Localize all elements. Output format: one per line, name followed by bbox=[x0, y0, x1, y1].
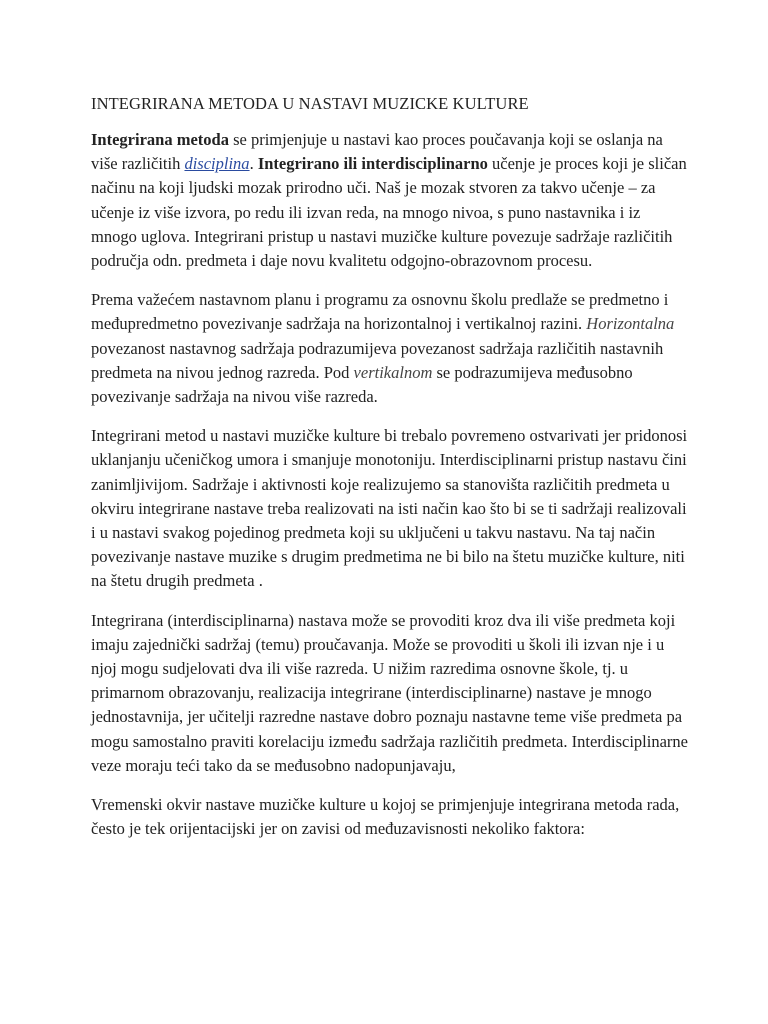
paragraph-1-text-a: se primjenjuje u nastavi kao proces poučavanja koji se oslanja na više različitih bbox=[91, 130, 663, 174]
paragraph-2 bbox=[91, 288, 688, 409]
disciplina-link[interactable]: disciplina bbox=[184, 154, 250, 174]
paragraph-1-text-b: . bbox=[249, 154, 258, 174]
paragraph-3: Integrirani metod u nastavi muzičke kulture bi trebalo povremeno ostvarivati jer pridonosi uklanjanju učeničkog umora i smanjuje monotoniju. Interdisciplinarni pristup nastavu čini zanimljivijom. Sadržaje i aktivnosti koje realizujemo sa stanovišta različitih predmeta u okviru integrirane nastave treba realizovati na isti način kao što bi se ti sadržaji realizovali i u nastavi svakog pojedinog predmeta koji su uključeni u takvu nastavu. Na taj način povezivanje nastave muzike s drugim predmetima ne bi bilo na štetu muzičke kulture, niti na štetu drugih predmeta . bbox=[91, 426, 688, 591]
bold-term-interdisciplinarno: Integrirano ili interdisciplinarno bbox=[257, 154, 488, 174]
paragraph-5: Vremenski okvir nastave muzičke kulture u kojoj se primjenjuje integrirana metoda rada, često je tek orijentacijski jer on zavisi od međuzavisnosti nekoliko faktora: bbox=[91, 795, 680, 839]
bold-term-integrirana-metoda: Integrirana metoda bbox=[91, 130, 229, 149]
paragraph-2-text-b: povezanost nastavnog sadržaja podrazumijeva povezanost sadržaja različitih nastavnih predmeta na nivou jednog razreda. Pod bbox=[91, 338, 664, 382]
document-title: INTEGRIRANA METODA U NASTAVI MUZICKE KULTURE bbox=[91, 94, 529, 113]
paragraph-2-text-a: Prema važećem nastavnom planu i programu za osnovnu školu predlaže se predmetno i međupredmetno povezivanje sadržaja na horizontalnoj i vertikalnoj razini. bbox=[91, 290, 669, 334]
paragraph-2-text-c: se podrazumijeva međusobno povezivanje sadržaja na nivou više razreda. bbox=[91, 362, 633, 407]
italic-horizontalna: Horizontalna bbox=[586, 314, 675, 334]
paragraph-4: Integrirana (interdisciplinarna) nastava može se provoditi kroz dva ili više predmeta koji imaju zajednički sadržaj (temu) proučavanja. Može se provoditi u školi ili izvan nje i u njoj mogu sudjelovati dva ili više razreda. U nižim razredima osnovne škole, tj. u primarnom obrazovanju, realizacija integrirane (interdisciplinarne) nastave je mnogo jednostavnija, jer učitelji razredne nastave dobro poznaju nastavne teme više predmeta pa mogu samostalno praviti korelaciju između sadržaja različitih predmeta. Interdisciplinarne veze moraju teći tako da se međusobno nadopunjavaju, bbox=[91, 610, 688, 775]
paragraph-1-text-c: učenje je proces koji je sličan načinu na koji ljudski mozak prirodno uči. Naš je mozak stvoren za takvo učenje – za učenje iz više izvora, po redu ili izvan reda, na mnogo nivoa, s puno nastavnika i iz mnogo uglova. Integrirani pristup u nastavi muzičke kulture povezuje sadržaje različitih područja odn. predmeta i daje novu kvalitetu odgojno-obrazovnom procesu. bbox=[91, 154, 687, 271]
italic-vertikalnom: vertikalnom bbox=[353, 362, 433, 382]
paragraph-1 bbox=[91, 128, 688, 273]
